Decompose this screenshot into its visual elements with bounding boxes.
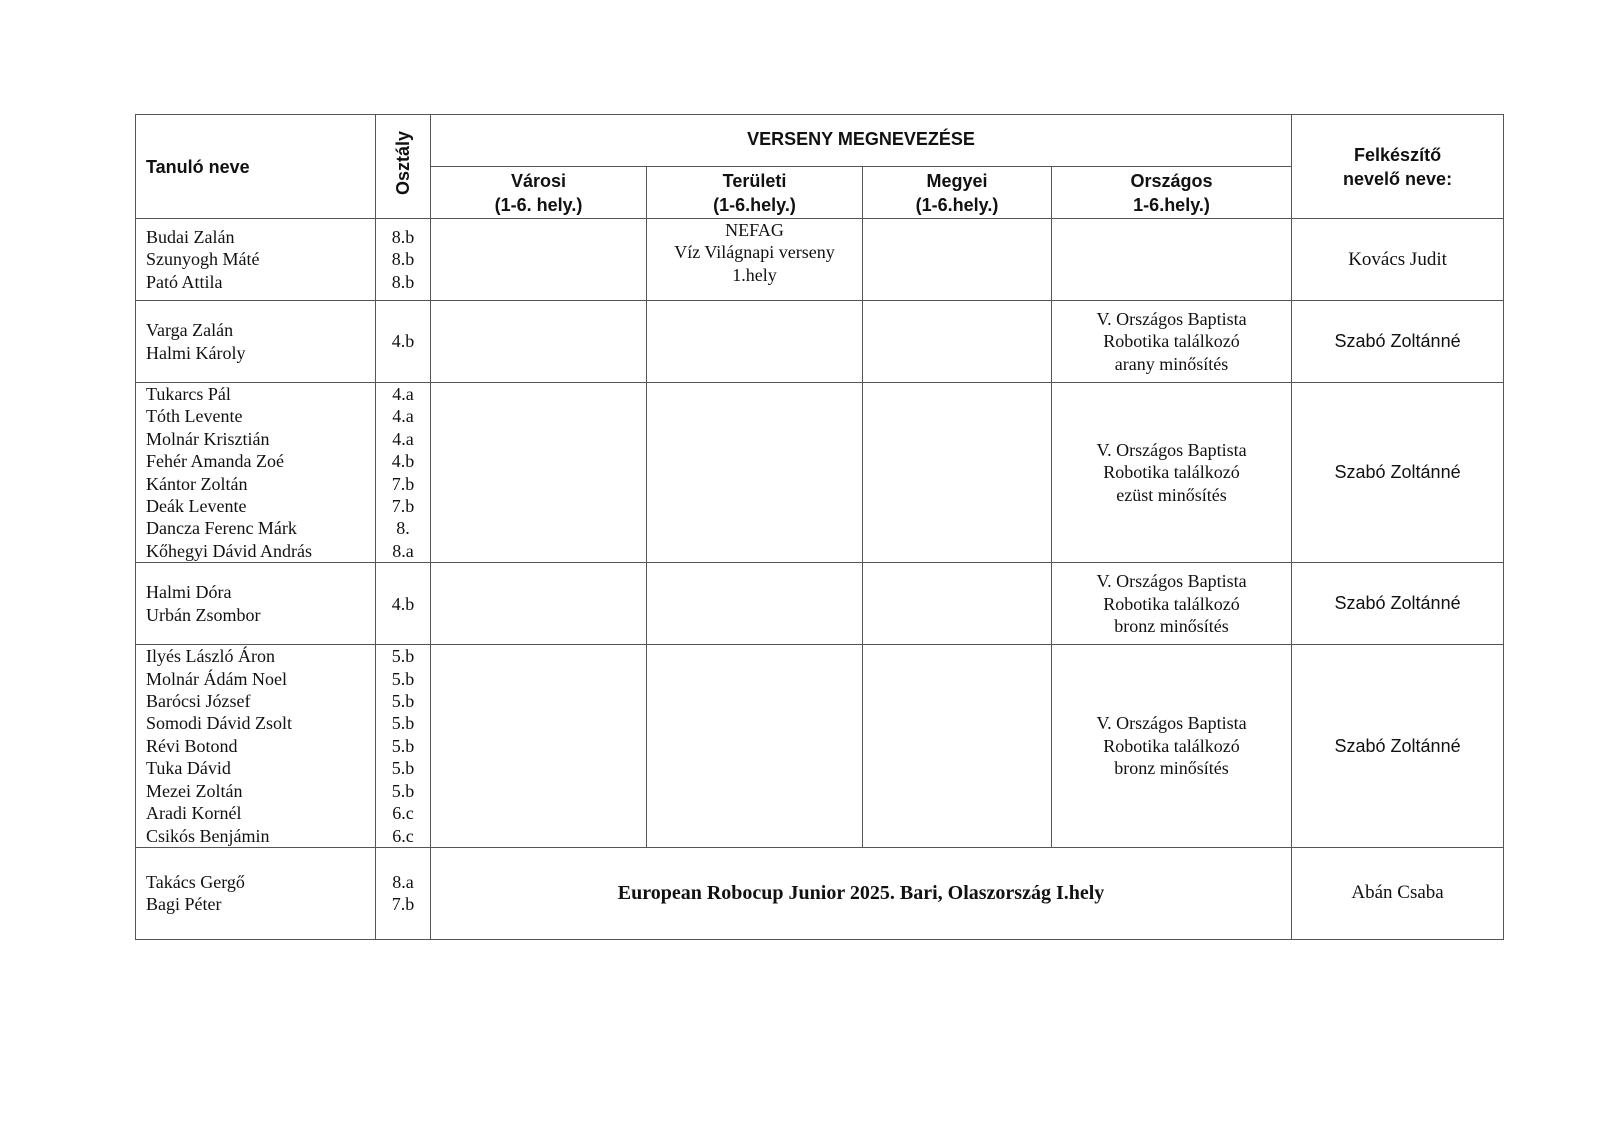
- county-result-cell: [863, 301, 1052, 383]
- student-name: Tóth Levente: [146, 406, 243, 427]
- result-line: arany minősítés: [1114, 353, 1229, 374]
- teacher-cell: [1292, 383, 1504, 563]
- regional-result-cell: [647, 563, 863, 645]
- class-cell: [376, 645, 431, 848]
- student-name: Szunyogh Máté: [146, 249, 260, 270]
- result-line: Robotika találkozó: [1103, 331, 1240, 352]
- student-names-cell: [136, 219, 376, 301]
- regional-result-cell: [647, 383, 863, 563]
- class-header: [376, 115, 431, 219]
- city-level-line1: Városi: [510, 170, 567, 191]
- class-value: 7.b: [391, 473, 415, 494]
- competition-title-header: [431, 115, 1292, 167]
- county-level-line2: (1-6.hely.): [915, 194, 999, 215]
- national-result-cell: [1052, 563, 1292, 645]
- class-value: 5.b: [391, 758, 415, 779]
- student-name: Budai Zalán: [146, 226, 235, 247]
- class-cell: [376, 847, 431, 939]
- merged-result-text: European Robocup Junior 2025. Bari, Olaszország I.hely: [617, 881, 1105, 904]
- city-result-cell: [431, 301, 647, 383]
- class-value: 4.a: [392, 428, 414, 449]
- county-level-header: [863, 167, 1052, 219]
- class-value: 4.a: [392, 384, 414, 404]
- student-name: Urbán Zsombor: [146, 604, 261, 625]
- teacher-cell: [1292, 301, 1504, 383]
- table-row: [136, 383, 1504, 563]
- student-name: Pató Attila: [146, 271, 223, 292]
- result-line: NEFAG: [725, 220, 784, 240]
- class-cell: [376, 383, 431, 563]
- teacher-cell: [1292, 847, 1504, 939]
- class-value: 4.b: [391, 451, 415, 472]
- national-level-line2: 1-6.hely.): [1133, 194, 1210, 215]
- county-result-cell: [863, 219, 1052, 301]
- student-name: Somodi Dávid Zsolt: [146, 713, 293, 734]
- result-line: V. Országos Baptista: [1096, 308, 1247, 329]
- teacher-header-line2: nevelő neve:: [1343, 168, 1453, 189]
- student-name: Csikós Benjámin: [146, 825, 270, 846]
- city-result-cell: [431, 219, 647, 301]
- student-name: Bagi Péter: [146, 894, 222, 915]
- header-row-1: [136, 115, 1504, 167]
- student-name: Varga Zalán: [146, 320, 234, 341]
- county-level-line1: Megyei: [926, 170, 988, 191]
- student-name: Ilyés László Áron: [146, 646, 275, 667]
- result-line: bronz minősítés: [1114, 758, 1229, 779]
- teacher-header: [1292, 115, 1504, 219]
- teacher-name: Kovács Judit: [1348, 248, 1447, 270]
- teacher-cell: [1292, 563, 1504, 645]
- class-value: 7.b: [391, 894, 415, 915]
- student-names-cell: [136, 847, 376, 939]
- class-value: 4.b: [391, 593, 415, 614]
- class-value: 5.b: [391, 691, 415, 712]
- county-result-cell: [863, 563, 1052, 645]
- table-row: [136, 645, 1504, 848]
- student-name-header: [136, 115, 376, 219]
- result-line: Robotika találkozó: [1103, 735, 1240, 756]
- city-result-cell: [431, 645, 647, 848]
- national-level-header: [1052, 167, 1292, 219]
- student-names-cell: [136, 301, 376, 383]
- competition-results-table: [135, 114, 1504, 940]
- class-value: 6.c: [392, 803, 414, 824]
- student-name: Molnár Krisztián: [146, 428, 270, 449]
- class-cell: [376, 563, 431, 645]
- class-value: 8.b: [391, 226, 415, 247]
- teacher-name: Szabó Zoltánné: [1334, 735, 1461, 756]
- student-name: Aradi Kornél: [146, 803, 242, 824]
- county-result-cell: [863, 645, 1052, 848]
- student-name: Tukarcs Pál: [146, 384, 231, 404]
- class-value: 8.: [396, 518, 410, 539]
- student-name: Barócsi József: [146, 691, 251, 712]
- student-name: Mezei Zoltán: [146, 780, 243, 801]
- city-result-cell: [431, 383, 647, 563]
- result-line: Robotika találkozó: [1103, 593, 1240, 614]
- regional-level-header: [647, 167, 863, 219]
- student-name: Kőhegyi Dávid András: [146, 540, 312, 561]
- regional-result-cell: [647, 219, 863, 301]
- student-names-cell: [136, 563, 376, 645]
- student-name: Halmi Károly: [146, 342, 246, 363]
- result-line: 1.hely: [732, 264, 777, 285]
- city-result-cell: [431, 563, 647, 645]
- class-value: 8.b: [391, 271, 415, 292]
- student-name: Fehér Amanda Zoé: [146, 451, 284, 472]
- student-name: Molnár Ádám Noel: [146, 668, 287, 689]
- national-result-cell: [1052, 645, 1292, 848]
- student-name: Takács Gergő: [146, 872, 245, 892]
- result-line: V. Országos Baptista: [1096, 713, 1247, 734]
- table-row: [136, 847, 1504, 939]
- city-level-header: [431, 167, 647, 219]
- competition-title-label: VERSENY MEGNEVEZÉSE: [747, 128, 975, 149]
- student-name: Dancza Ferenc Márk: [146, 518, 297, 539]
- class-value: 8.a: [392, 872, 414, 892]
- student-name: Révi Botond: [146, 735, 238, 756]
- student-name: Kántor Zoltán: [146, 473, 248, 494]
- teacher-name: Szabó Zoltánné: [1334, 593, 1461, 614]
- result-line: V. Országos Baptista: [1096, 571, 1247, 592]
- student-names-cell: [136, 645, 376, 848]
- class-header-label: Osztály: [393, 131, 413, 196]
- class-cell: [376, 301, 431, 383]
- teacher-cell: [1292, 645, 1504, 848]
- class-value: 4.a: [392, 406, 414, 427]
- class-cell: [376, 219, 431, 301]
- teacher-name: Szabó Zoltánné: [1334, 331, 1461, 351]
- class-value: 8.a: [392, 540, 414, 561]
- result-line: ezüst minősítés: [1116, 484, 1227, 505]
- city-level-line2: (1-6. hely.): [494, 194, 583, 215]
- student-name: Deák Levente: [146, 496, 247, 517]
- teacher-name: Abán Csaba: [1351, 882, 1444, 904]
- class-value: 5.b: [391, 713, 415, 734]
- county-result-cell: [863, 383, 1052, 563]
- result-line: Víz Világnapi verseny: [674, 242, 835, 263]
- table-row: [136, 563, 1504, 645]
- class-value: 5.b: [391, 735, 415, 756]
- class-value: 5.b: [391, 646, 415, 667]
- student-name-header-label: Tanuló neve: [146, 156, 250, 177]
- results-table-wrapper: [135, 114, 1503, 940]
- national-result-cell: [1052, 219, 1292, 301]
- class-value: 4.b: [391, 331, 415, 352]
- class-value: 6.c: [392, 825, 414, 846]
- national-level-line1: Országos: [1130, 170, 1213, 191]
- regional-result-cell: [647, 645, 863, 848]
- regional-result-cell: [647, 301, 863, 383]
- national-result-cell: [1052, 301, 1292, 383]
- teacher-name: Szabó Zoltánné: [1334, 462, 1461, 483]
- student-name: Tuka Dávid: [146, 758, 231, 779]
- class-value: 5.b: [391, 668, 415, 689]
- student-name: Halmi Dóra: [146, 582, 232, 603]
- teacher-cell: [1292, 219, 1504, 301]
- table-row: [136, 301, 1504, 383]
- class-value: 7.b: [391, 496, 415, 517]
- regional-level-line2: (1-6.hely.): [713, 194, 796, 215]
- class-value: 5.b: [391, 780, 415, 801]
- class-value: 8.b: [391, 249, 415, 270]
- result-line: Robotika találkozó: [1103, 462, 1240, 483]
- student-names-cell: [136, 383, 376, 563]
- regional-level-line1: Területi: [722, 170, 787, 191]
- result-line: V. Országos Baptista: [1096, 440, 1247, 461]
- table-row: [136, 219, 1504, 301]
- teacher-header-line1: Felkészítő: [1354, 144, 1442, 165]
- merged-result-cell: [431, 847, 1292, 939]
- national-result-cell: [1052, 383, 1292, 563]
- result-line: bronz minősítés: [1114, 615, 1229, 636]
